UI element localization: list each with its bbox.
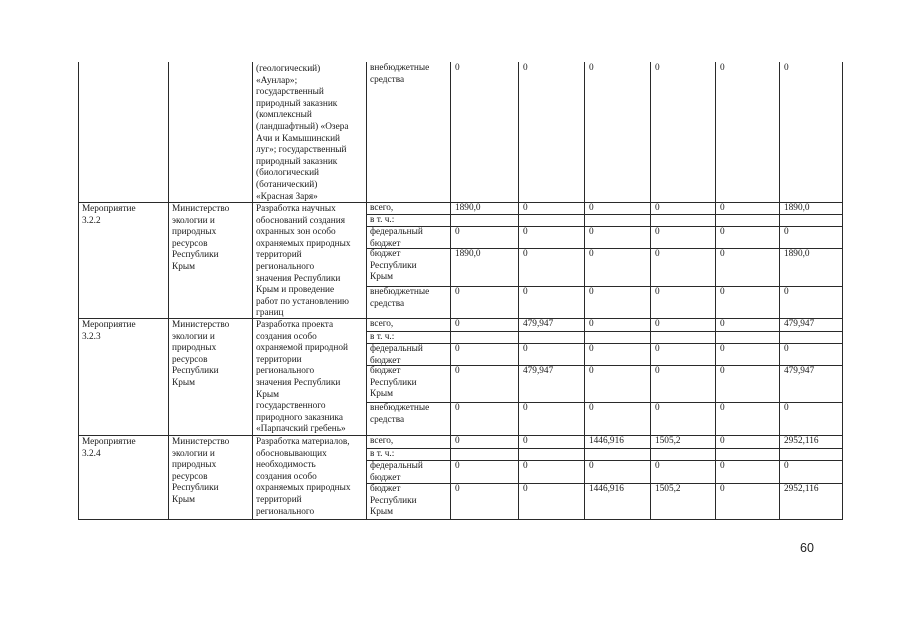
event-label: Мероприятие [82,320,136,330]
event-description: охраняемой природной [256,343,349,354]
funding-value: 0 [523,344,528,354]
funding-value: 0 [720,403,725,413]
funding-source: Крым [370,272,393,283]
funding-value: 0 [655,403,660,413]
event-description: луг»; государственный [256,145,347,156]
ministry-label: Министерство [172,204,230,214]
funding-value: 479,947 [784,366,815,376]
ministry-label: Республики [172,250,219,261]
funding-source: бюджет [370,472,401,483]
table-column-divider [78,62,79,519]
funding-value: 0 [655,344,660,354]
funding-value: 0 [455,436,460,446]
event-description: территорий [256,250,302,261]
funding-source: федеральный [370,344,423,354]
event-description: охраняемых природных [256,238,351,249]
funding-source: Республики [370,260,417,271]
funding-source: бюджет [370,238,401,249]
funding-value: 0 [523,249,528,259]
funding-value: 0 [655,319,660,329]
funding-value: 1505,2 [655,484,681,494]
funding-source: внебюджетные [370,403,430,413]
event-label: 3.2.2 [82,215,101,226]
event-description: природного заказника [256,412,343,423]
funding-value: 0 [589,227,594,237]
event-description: Крым и проведение [256,285,335,296]
funding-value: 0 [720,249,725,259]
table-column-divider [779,62,780,519]
event-description: охраняемых природных [256,483,351,494]
ministry-label: ресурсов [172,238,208,249]
funding-value: 0 [523,461,528,471]
event-description: природный заказник [256,98,338,109]
funding-value: 0 [455,484,460,494]
funding-value: 479,947 [523,319,554,329]
event-label: 3.2.4 [82,448,101,459]
funding-value: 0 [523,227,528,237]
event-description: государственный [256,87,324,98]
funding-value: 0 [784,227,789,237]
funding-source: Крым [370,389,393,400]
funding-value: 0 [655,249,660,259]
table-column-divider [450,62,451,519]
ministry-label: Министерство [172,320,230,330]
funding-value: 0 [784,344,789,354]
event-label: Мероприятие [82,437,136,447]
funding-source: всего, [370,319,394,329]
funding-value: 0 [720,287,725,297]
funding-source: Республики [370,495,417,506]
funding-value: 0 [455,227,460,237]
event-description: территории [256,354,302,365]
funding-value: 0 [523,287,528,297]
funding-value: 0 [589,249,594,259]
funding-value: 0 [655,203,660,213]
funding-source: внебюджетные [370,63,430,73]
event-description: создания особо [256,471,317,482]
funding-value: 0 [455,403,460,413]
event-description: регионального [256,506,315,517]
event-label: 3.2.3 [82,331,101,342]
event-description: охранных зон особо [256,227,336,238]
event-description: Разработка проекта [256,320,334,330]
funding-source: Республики [370,377,417,388]
ministry-label: Крым [172,262,195,272]
event-description: (ботанический) [256,180,318,190]
funding-source: бюджет [370,355,401,366]
event-description: (ландшафтный) «Озера [256,122,349,132]
event-description: территорий [256,495,302,505]
funding-value: 0 [589,63,594,73]
funding-value: 0 [589,366,594,376]
event-description: работ по установлению [256,296,349,307]
event-description: Разработка научных [256,204,336,214]
funding-value: 0 [523,436,528,446]
funding-value: 1890,0 [784,249,810,259]
ministry-label: экологии и [172,448,215,459]
table-subrow-divider [366,365,843,366]
event-description: «Парпачский гребень» [256,424,346,435]
funding-source: в т. ч.: [370,449,395,459]
funding-value: 0 [455,319,460,329]
funding-value: 1890,0 [455,249,481,259]
event-description: создания особо [256,331,317,342]
funding-value: 0 [589,287,594,297]
table-column-divider [842,62,843,519]
funding-source: бюджет [370,249,401,259]
ministry-label: Крым [172,495,195,505]
ministry-label: Министерство [172,437,230,447]
funding-value: 0 [455,366,460,376]
funding-value: 1890,0 [455,203,481,213]
funding-value: 479,947 [784,319,815,329]
event-description: значения Республики [256,378,341,388]
event-description: природный заказник [256,156,338,167]
funding-source: внебюджетные [370,287,430,297]
funding-source: бюджет [370,484,401,494]
funding-value: 0 [720,319,725,329]
event-description: регионального [256,366,315,377]
funding-value: 0 [523,203,528,213]
funding-source: бюджет [370,366,401,376]
table-subrow-divider [366,214,843,215]
funding-value: 0 [720,63,725,73]
table-column-divider [650,62,651,519]
funding-value: 1446,916 [589,436,624,446]
funding-value: 1890,0 [784,203,810,213]
table-column-divider [715,62,716,519]
event-description: значения Республики [256,273,341,284]
event-description: (геологический) [256,64,321,74]
table-column-divider [252,62,253,519]
funding-value: 0 [784,461,789,471]
funding-source: Крым [370,507,393,518]
table-row-divider [78,435,843,436]
ministry-label: Республики [172,366,219,377]
funding-value: 0 [589,461,594,471]
event-description: регионального [256,262,315,272]
table-subrow-divider [366,460,843,461]
funding-value: 0 [455,63,460,73]
funding-value: 0 [589,319,594,329]
ministry-label: природных [172,227,217,238]
event-description: Ачи и Камышинский [256,133,341,144]
table-column-divider [366,62,367,519]
table-subrow-divider [366,226,843,227]
table-row-divider [78,318,843,319]
funding-value: 0 [589,403,594,413]
table-subrow-divider [366,448,843,449]
funding-source: всего, [370,203,394,213]
funding-value: 1505,2 [655,436,681,446]
ministry-label: ресурсов [172,354,208,365]
funding-value: 2952,116 [784,484,819,494]
funding-value: 0 [455,344,460,354]
event-description: «Аунлар»; [256,75,298,86]
funding-value: 0 [523,484,528,494]
funding-value: 0 [523,63,528,73]
funding-value: 0 [720,203,725,213]
funding-source: федеральный [370,227,423,237]
table-bottom-border [78,519,843,520]
ministry-label: природных [172,460,217,471]
table-subrow-divider [366,248,843,249]
event-label: Мероприятие [82,204,136,214]
funding-value: 0 [655,461,660,471]
funding-value: 479,947 [523,366,554,376]
event-description: (биологический [256,168,320,179]
funding-value: 0 [455,287,460,297]
funding-value: 0 [589,344,594,354]
funding-value: 0 [589,203,594,213]
table-column-divider [168,62,169,519]
funding-value: 0 [655,63,660,73]
funding-value: 0 [720,366,725,376]
funding-value: 1446,916 [589,484,624,494]
funding-value: 0 [784,63,789,73]
ministry-label: экологии и [172,215,215,226]
funding-value: 0 [784,403,789,413]
table-subrow-divider [366,331,843,332]
page-number: 60 [800,541,814,555]
funding-value: 0 [784,287,789,297]
funding-source: в т. ч.: [370,215,395,225]
table-subrow-divider [366,286,843,287]
ministry-label: природных [172,343,217,354]
table-subrow-divider [366,343,843,344]
funding-value: 0 [455,461,460,471]
funding-value: 0 [655,227,660,237]
ministry-label: Республики [172,483,219,494]
funding-value: 0 [523,403,528,413]
funding-source: средства [370,298,405,309]
funding-value: 0 [720,227,725,237]
funding-value: 0 [720,436,725,446]
funding-value: 0 [720,344,725,354]
funding-value: 2952,116 [784,436,819,446]
table-subrow-divider [366,402,843,403]
funding-source: всего, [370,436,394,446]
event-description: «Красная Заря» [256,191,318,202]
funding-source: в т. ч.: [370,332,395,342]
table-column-divider [518,62,519,519]
event-description: обосновывающих [256,448,327,459]
ministry-label: ресурсов [172,471,208,482]
event-description: границ [256,308,284,319]
funding-value: 0 [720,461,725,471]
event-description: государственного [256,401,326,412]
table-column-divider [584,62,585,519]
funding-source: средства [370,74,405,85]
ministry-label: экологии и [172,331,215,342]
event-description: Крым [256,389,279,400]
funding-source: федеральный [370,461,423,471]
funding-value: 0 [720,484,725,494]
funding-source: средства [370,414,405,425]
funding-value: 0 [655,287,660,297]
event-description: Разработка материалов, [256,437,350,447]
event-description: обоснований создания [256,215,346,226]
event-description: (комплексный [256,110,312,121]
event-description: необходимость [256,460,316,471]
ministry-label: Крым [172,378,195,388]
funding-value: 0 [655,366,660,376]
